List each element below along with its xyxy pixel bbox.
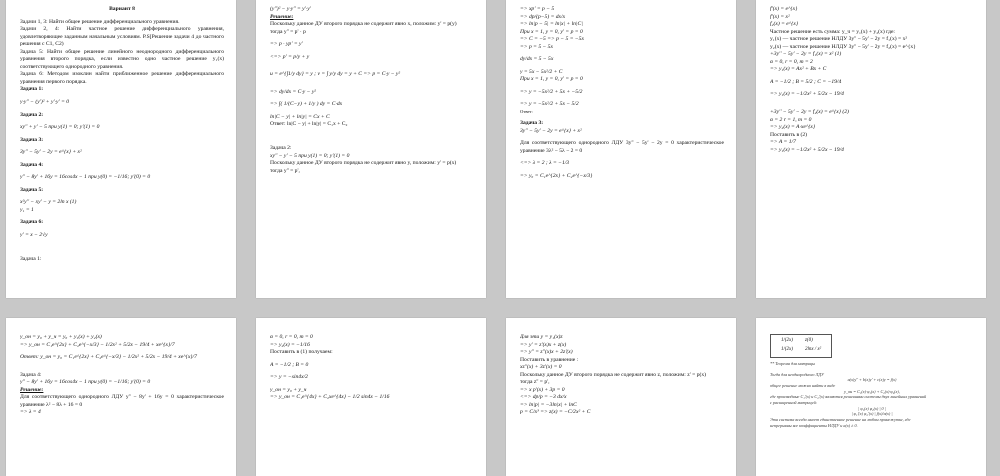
task-label: Задача 3:: [520, 120, 544, 127]
task-equation: y'' − 8y' + 16y = 16cos4x − 1 при y(0) = −1/16; y'(0) = 0: [20, 174, 151, 181]
intro-line-4: Задача 6: Методом изоклин найти приближенное решение дифференциального уравнения первого порядка.: [20, 71, 224, 85]
solution-step: => y₁(x) = Ax² + Bx + C: [770, 66, 827, 73]
solution-step: Для эти y = y₁(x)z: [520, 334, 563, 340]
answer-line: Ответ: ln|C − y| + ln|y| = C₁x + C₂: [270, 121, 348, 128]
matrix-cell: z(0): [804, 338, 813, 343]
document-page-8: [756, 318, 986, 476]
matrix-cell: 2lnx / x²: [804, 346, 822, 352]
solution-step: => y_он = C₁e^{2x} + C₂e^{−x/3} − 1/2x² + 5/2x − 19/4 + xe^{x}/7: [20, 341, 175, 348]
theorem-note: Эта система всегда имеет единственное решение на любом промежутке, где: [770, 417, 911, 423]
solution-step: xz''(x) + 3z'(x) = 0: [520, 364, 562, 371]
solution-step: ln|C − y| + ln|y| = Cx + C: [270, 113, 330, 120]
task-label: Задача 4:: [20, 161, 44, 168]
variant-title: Вариант 8: [109, 6, 135, 12]
task-equation: 3y'' − 5y' − 2y = e^{x} + x²: [20, 149, 82, 156]
solution-line: Поскольку данное ДУ второго порядка не содержит явно x, положим: y' = p(y): [270, 21, 457, 28]
theorem-note: с расширенной матрицей:: [770, 400, 818, 406]
document-page-3: [506, 0, 736, 298]
solution-step: f₂(x) = e^{x}: [770, 21, 799, 28]
document-page-7: [506, 318, 736, 476]
document-page-4: [756, 0, 986, 298]
solution-step: <=> λ = 2 ; λ = −1/3: [520, 160, 570, 167]
theorem-note: Тогда для неоднородного ЛДУ: [770, 371, 824, 377]
solution-line: Поскольку данное ДУ второго порядка не содержит явно z, положим: z' = p(x): [520, 371, 707, 378]
document-page-1: [6, 0, 236, 298]
solution-step: => y₀ = C₁e^{2x} + C₂e^{−x/3}: [520, 172, 593, 179]
equation-top: (y'')² − y·y'' = y'·y': [270, 6, 311, 12]
solution-line: y₁(x) — частное решение НЛДУ 3y'' − 5y' − 2y = f₁(x) = x²: [770, 36, 908, 43]
solution-line: Поскольку данное ДУ второго порядка не содержит явно y, положим: y' = p(x): [270, 160, 457, 167]
solution-step: => y₁(x) = −1/2x² + 5/2x − 19/4: [770, 91, 844, 98]
task-equation: y'' − 8y' + 16y = 16cos4x − 1 при y(0) = −1/16; y'(0) = 0: [20, 379, 151, 386]
task-equation: x²y'' − xy' − y = 2ln x (1): [20, 199, 77, 206]
document-page-6: [256, 318, 486, 476]
theorem-note: непрерывны все коэффициенты НЛДУ и a(x) ≠ 0.: [770, 422, 858, 428]
task-label: Задача 3:: [20, 136, 44, 143]
solution-line: тогда y'' = p',: [270, 167, 300, 174]
task-label: Задача 2:: [20, 111, 44, 118]
solution-line: тогда y'' = p' · p: [270, 28, 306, 35]
solution-step: => λ = 4: [20, 409, 41, 416]
solution-step: +3y'' − 5y' − 2y = f₂(x) = e^{x} (2): [770, 109, 849, 116]
intro-line-1: Задачи 1, 3: Найти общее решение дифференциального уравнения.: [20, 18, 180, 25]
intro-line-3: Задача 5: Найти общее решение линейного неоднородного дифференциального уравнения второго порядка, если известно одно частное решение y₁(x) соответствующего однородного уравнения.: [20, 48, 224, 70]
solution-step: => p · yp' = y': [270, 41, 303, 48]
solution-step: α = 0, r = 0, m = 2: [770, 58, 813, 65]
task-equation: xy'' + y' − 5 при y(1) = 0; y'(1) = 0: [20, 124, 100, 131]
solution-step: => p = 5 − 5x: [520, 43, 553, 50]
solution-step: При x = 1, y = 0, y' = p = 0: [520, 28, 583, 35]
solution-step: y_он = y₀ + y_ч: [270, 386, 307, 393]
task-equation-extra: y₁ = 1: [20, 206, 34, 213]
theorem-note: где производные C₁'(x) и C₂'(x) являются решениями системы двух линейных уравнений: [770, 394, 927, 400]
solution-step: => A = 1/7: [770, 139, 796, 146]
solution-step: => dy/dx = C·y − y²: [270, 88, 316, 95]
solution-step: f'(x) = e^{x}: [770, 6, 798, 12]
determinant-matrix: [770, 334, 832, 358]
task-label: Задача 5:: [20, 186, 44, 193]
solution-step: => x p'(x) + 3p = 0: [520, 386, 565, 393]
task-label: Задача 2:: [270, 145, 292, 152]
task-equation: xy'' − y' − 5 при y(1) = 0; y'(1) = 0: [270, 152, 350, 159]
task-label: Задача 1:: [20, 86, 44, 93]
answer-line: Ответ: y_он = y₀ = C₁e^{2x} + C₂e^{−x/3} − 1/2x² + 5/2x − 19/4 + xe^{x}/7: [20, 354, 197, 361]
solution-step: +3y'' − 5y' − 2y = f₁(x) = x² (1): [770, 51, 842, 58]
theorem-note: | φ₁(x) φ₂(x) | 0 |: [858, 405, 886, 411]
solution-step: => C = −5 => p − 5 = −5x: [520, 36, 584, 43]
document-page-2: [256, 0, 486, 298]
document-page-5: [6, 318, 236, 476]
solution-step: => y'' = z''(x)x + 2z'(x): [520, 349, 573, 356]
task-equation: y' = x − 2√y: [20, 232, 48, 239]
theorem-note: y_он = C₁(x)·φ₁(x) + C₂(x)·φ₂(x),: [844, 388, 900, 394]
solution-heading: Решение:: [20, 386, 44, 393]
theorem-note: общее решение можно найти в виде: [770, 383, 836, 389]
solution-step: α = 2 r = 1, m = 0: [770, 116, 812, 123]
solution-heading: Решение:: [270, 13, 294, 20]
solution-line: тогда z'' = p',: [520, 379, 550, 386]
solution-step: => y_он = C₁e^{4x} + C₂xe^{4x} − 1/2 sin4x − 1/16: [270, 394, 390, 401]
solution-step: A = −1/2 ; B = 5/2 ; C = −19/4: [770, 78, 842, 85]
solution-step: p = C/x³ => z(x) = −C/2x² + C: [520, 409, 591, 416]
matrix-caption: ** Теорема для матрицы: [770, 361, 815, 367]
solution-step: <=> dp/p = −3 dx/x: [520, 394, 567, 401]
solution-step: f'(x) = x²: [770, 13, 790, 20]
solution-step: => ∫( 1/(C−y) + 1/y ) dy = C·dx: [270, 101, 343, 108]
solution-step: => y = −sin4x/2: [270, 374, 308, 381]
solution-step: => y = −5x²/2 + 5x + −5/2: [520, 88, 583, 95]
solution-line: Поставить в (1) получаем:: [270, 349, 333, 356]
solution-step: <=> p' = p/y + y: [270, 53, 310, 60]
task-equation: 3y'' − 5y' − 2y = e^{x} + x²: [520, 127, 582, 134]
solution-step: => ln|p| = −3ln|x| + lnC: [520, 401, 577, 408]
solution-line: Частное решение есть сумма: y_ч = y₁(x) + y₂(x) где:: [770, 28, 895, 35]
solution-step: => ln|p − 5| = ln|x| + ln|C|: [520, 21, 583, 28]
solution-step: y = 5x − 5x²/2 + C: [520, 68, 563, 75]
solution-step: α = 0, r = 0, m = 0: [270, 334, 313, 340]
solution-step: A = −1/2 ; B = 0: [270, 361, 309, 368]
solution-line: y₂(x) — частное решение НЛДУ 3y'' − 5y' − 2y = f₂(x) = e^{x}: [770, 43, 916, 50]
footer-task-label: Задача 1:: [20, 255, 42, 262]
task-equation: y·y'' − (y')² + y'·y' = 0: [20, 99, 70, 106]
solution-step: => xp' = p − 5: [520, 6, 555, 12]
solution-step: => y' = z'(x)x + z(x): [520, 341, 567, 348]
solution-step: => y₂(x) = A·xe^{x}: [770, 124, 816, 131]
theorem-note: | φ₁'(x) φ₂'(x) | f(x)/a(x) |: [851, 411, 893, 417]
solution-step: => dp/(p−5) = dx/x: [520, 13, 566, 20]
matrix-cell: 1/(2x): [781, 346, 793, 352]
matrix-cell: 1/(2x): [781, 338, 793, 343]
solution-step: => y₁(x) = −1/2x² + 5/2x − 19/4: [770, 146, 844, 153]
solution-line: Поставить в (2): [770, 131, 808, 138]
solution-step: => y₂(x) = −1/16: [270, 341, 310, 348]
solution-step: При x = 1, y = 0, y' = p = 0: [520, 76, 583, 83]
answer-label: Ответ:: [520, 109, 533, 115]
theorem-note: a(x)y'' + b(x)y' + c(x)y = f(x): [847, 377, 897, 383]
solution-line: Для соответствующего однородного ЛДУ 3y'' − 5y' − 2y = 0 характеристическое уравнение 3λ² − 5λ − 2 = 0: [520, 140, 724, 154]
solution-step: => y = −5x²/2 + 5x − 5/2: [520, 101, 579, 108]
solution-step: dy/dx = 5 − 5x: [520, 56, 554, 63]
solution-step: y_он = y₀ + y_ч = y₀ + y₁(x) + y₂(x): [20, 334, 102, 340]
task-label: Задача 6:: [20, 219, 44, 226]
solution-line: Поставить в уравнение :: [520, 356, 579, 363]
solution-step: u = e^{∫1/y dy} = y ; v = ∫ y/y dy = y + C => p = C·y − y²: [270, 71, 401, 78]
intro-line-2: Задачи 2, 4: Найти частное решение дифференциального уравнения, удовлетворяющее заданным начальным условиям. P.S[Решение задачи 4 до частного решения с C1, C2): [20, 26, 224, 48]
solution-line: Для соответствующего однородного ЛДУ y'' − 8y' + 16y = 0 характеристическое уравнение λ² − 8λ + 16 = 0: [20, 394, 224, 408]
task-label: Задача 4:: [20, 371, 42, 378]
